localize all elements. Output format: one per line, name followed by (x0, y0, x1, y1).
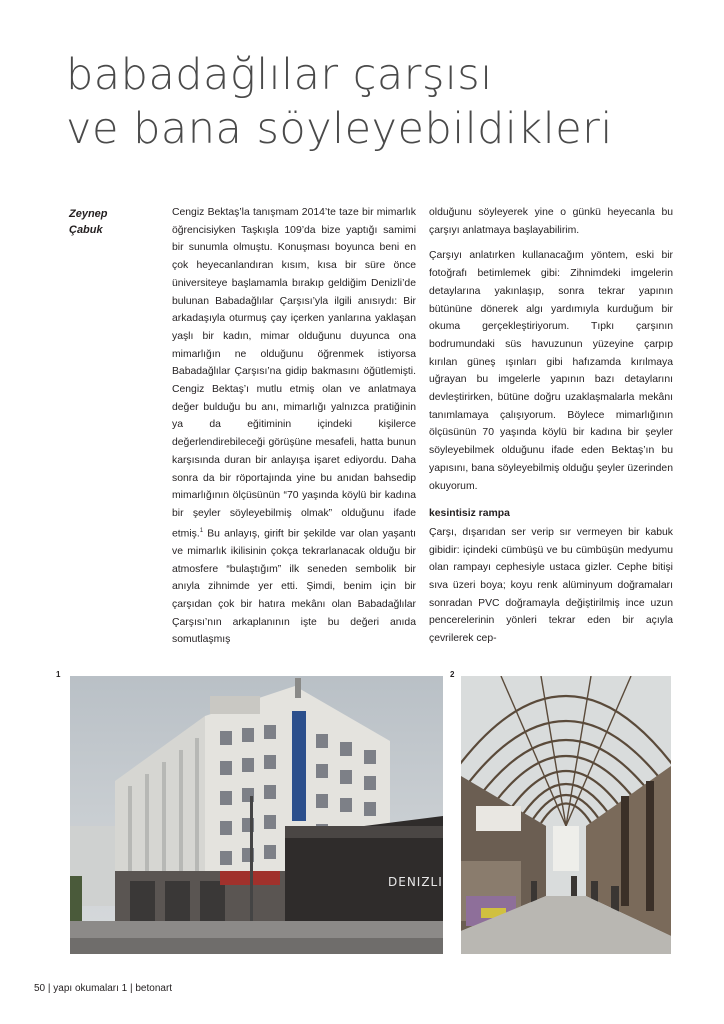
figure-1-number: 1 (56, 670, 61, 679)
paragraph: Çarşıyı anlatırken kullanacağım yöntem, eski bir fotoğrafı betimlemek gibi: Zihnimdeki imgelerin detaylarına yakınlaşıp, sonra tekrar yapının bütününe dönerek algı yardımıyla kurduğum bir okuma gerçekleştiriyorum. Tıpkı çarşının bodrumundaki süs havuzunun yüzeyine çarpıp kırılan güneş ışınları gibi hafızamda kırılmaya uğrayan bu imgelerle yapının bazı detaylarını devleştirirken, bütüne doğru uzaklaşmalarla mekânı tanımlamaya çalışıyorum. Böylece mimarlığının ölçüsünün 70 yaşında köylü bir kadına bir şeyler söyleyebilmek olduğunu ifade eden Bektaş’ın bu yapısını, bana söyleyebilmiş olduğu şeyler üzerinden okuyorum. (429, 250, 673, 492)
figure-2-number: 2 (450, 670, 455, 679)
page-footer: 50 | yapı okumaları 1 | betonart (34, 983, 173, 994)
arcade-illustration (461, 676, 671, 954)
article-title (66, 48, 666, 156)
paragraph-text-b: Bu anlayış, girift bir şekilde var olan yaşantı ve mimarlık ikilisinin çokça tekrarlanacak olduğu bir atmosfere “bulaştığım” ilk seneden sembolik bir anıyla zihnimde yer etti. Şimdi, benim için bir çarşıdan çok bir hatıra mekânı olan Babadağlılar Çarşısı’nın arkaplanının işte bu değeri anıda somutlaşmış (172, 528, 416, 646)
author-first-name: Zeynep (69, 208, 108, 220)
title-line-2: ve bana söyleyebildikleri (66, 104, 613, 154)
text-column-1 (172, 204, 416, 657)
section-heading: kesintisiz rampa (429, 508, 510, 520)
paragraph: olduğunu söyleyerek yine o günkü heyecanla bu çarşıyı anlatmaya başlayabilirim. (429, 207, 673, 236)
building-illustration (70, 676, 443, 954)
text-column-2 (429, 204, 673, 656)
paragraph (172, 204, 416, 649)
paragraph: Çarşı, dışarıdan ser verip sır vermeyen bir kabuk gibidir: içindeki cümbüşü ve bu cümbüşün medyumu olan rampayı cephesiyle ustaca gizler. Cephe bitişi sıva üzeri boya; koyu renk alüminyum doğramaları sonradan PVC doğramayla değiştirilmiş ince uzun pencerelerinin yönleri tekrar eden bir açıyla çevrilerek cep- (429, 526, 673, 645)
title-line-1: babadağlılar çarşısı (66, 50, 493, 100)
footnote-marker[interactable]: 1 (199, 527, 204, 534)
paragraph-text-a: Cengiz Bektaş’la tanışmam 2014’te taze bir mimarlık öğrencisiyken Taşkışla 109’da bize yaptığı samimi bir sunumla olmuştu. Konuşması boyunca beni en çok heyecanlandıran kısım, kısa bir süre önce üniversiteye başlamamla bırakıp geldiğim Denizli’de bulunan Babadağlılar Çarşısı’yla ilgili anısıydı: Bir arkadaşıyla oturmuş çay içerken yanlarına yaklaşan yaşlı bir kadın, mimar olduğunu duyunca ona mimarlığın ne olduğunu öğrenmek istiyorsa Babadağlılar Çarşısı’na gidip bakmasını öğütlemişti. Cengiz Bektaş’ı mutlu etmiş olan ve anlatmaya değer bulduğu bu anı, mimarlığı yalnızca pratiğinin ya da eğitiminin içindeki kişilerce değerlendirebileceği görüşüne mesafeli, hatta bunun karşısında duran bir anlayışa işaret ediyordu. Daha sonra da bir röportajında yine bu anıdan bahsedip mimarlığının ölçüsünün “70 yaşında köylü bir kadına bir şeyler söyleyebilmiş olmak” olduğunu ifade etmiş. (172, 207, 416, 540)
denizli-sign-text: DENIZLI (388, 875, 443, 889)
figure-2-arcade-photo (461, 676, 671, 954)
author-last-name: Çabuk (69, 224, 103, 236)
figure-1-building-photo (70, 676, 443, 954)
author-name (69, 206, 149, 238)
